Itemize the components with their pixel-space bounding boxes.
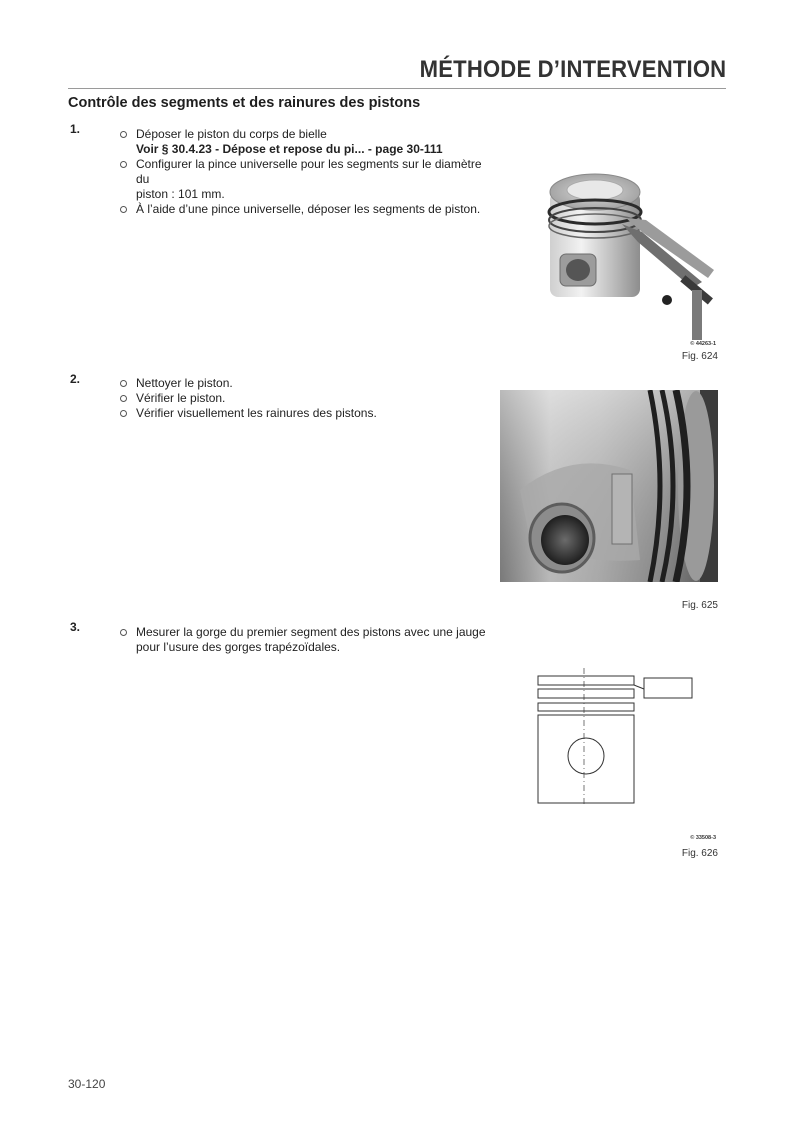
bullet-icon xyxy=(120,161,127,168)
step-1-line-3: Configurer la pince universelle pour les segments sur le diamètre du xyxy=(120,157,490,187)
step-3-line-1: Mesurer la gorge du premier segment des pistons avec une jauge xyxy=(120,625,490,640)
bullet-icon xyxy=(120,410,127,417)
step-2-line-2: Vérifier le piston. xyxy=(120,391,490,406)
page-header-title: MÉTHODE D’INTERVENTION xyxy=(419,56,726,83)
step-3-body xyxy=(120,625,490,655)
figure-624-code: © 44263-1 xyxy=(690,341,716,347)
page-number: 30-120 xyxy=(68,1077,106,1091)
step-2-line-1: Nettoyer le piston. xyxy=(120,376,490,391)
piston-groove-diagram xyxy=(528,666,718,806)
step-number-1: 1. xyxy=(70,122,81,136)
figure-625-caption: Fig. 625 xyxy=(681,600,718,611)
figure-624-image xyxy=(542,162,720,340)
figure-626-code: © 33508-3 xyxy=(690,835,716,841)
step-1-reference-link[interactable]: Voir § 30.4.23 - Dépose et repose du pi... - page 30-111 xyxy=(136,142,443,156)
bullet-icon xyxy=(120,206,127,213)
section-title: Contrôle des segments et des rainures des pistons xyxy=(68,95,421,111)
figure-626-diagram xyxy=(528,666,718,806)
step-2-line-3: Vérifier visuellement les rainures des pistons. xyxy=(120,406,490,421)
bullet-icon xyxy=(120,131,127,138)
header-divider xyxy=(68,88,726,89)
bullet-icon xyxy=(120,629,127,636)
figure-625-image xyxy=(500,390,718,582)
figure-626-caption: Fig. 626 xyxy=(681,848,718,859)
step-number-2: 2. xyxy=(70,372,81,386)
step-number-3: 3. xyxy=(70,620,81,634)
figure-624-caption: Fig. 624 xyxy=(681,351,718,362)
step-1-line-4: piston : 101 mm. xyxy=(136,187,225,201)
step-1-line-1: Déposer le piston du corps de bielle xyxy=(120,127,490,142)
step-3-line-2: pour l’usure des gorges trapézoïdales. xyxy=(136,640,341,654)
step-1-line-5: À l’aide d’une pince universelle, déposer les segments de piston. xyxy=(120,202,490,217)
piston-pliers-illustration xyxy=(542,162,720,340)
step-1-body xyxy=(120,127,490,217)
bullet-icon xyxy=(120,380,127,387)
step-2-body xyxy=(120,376,490,421)
piston-photo-illustration xyxy=(500,390,718,582)
bullet-icon xyxy=(120,395,127,402)
